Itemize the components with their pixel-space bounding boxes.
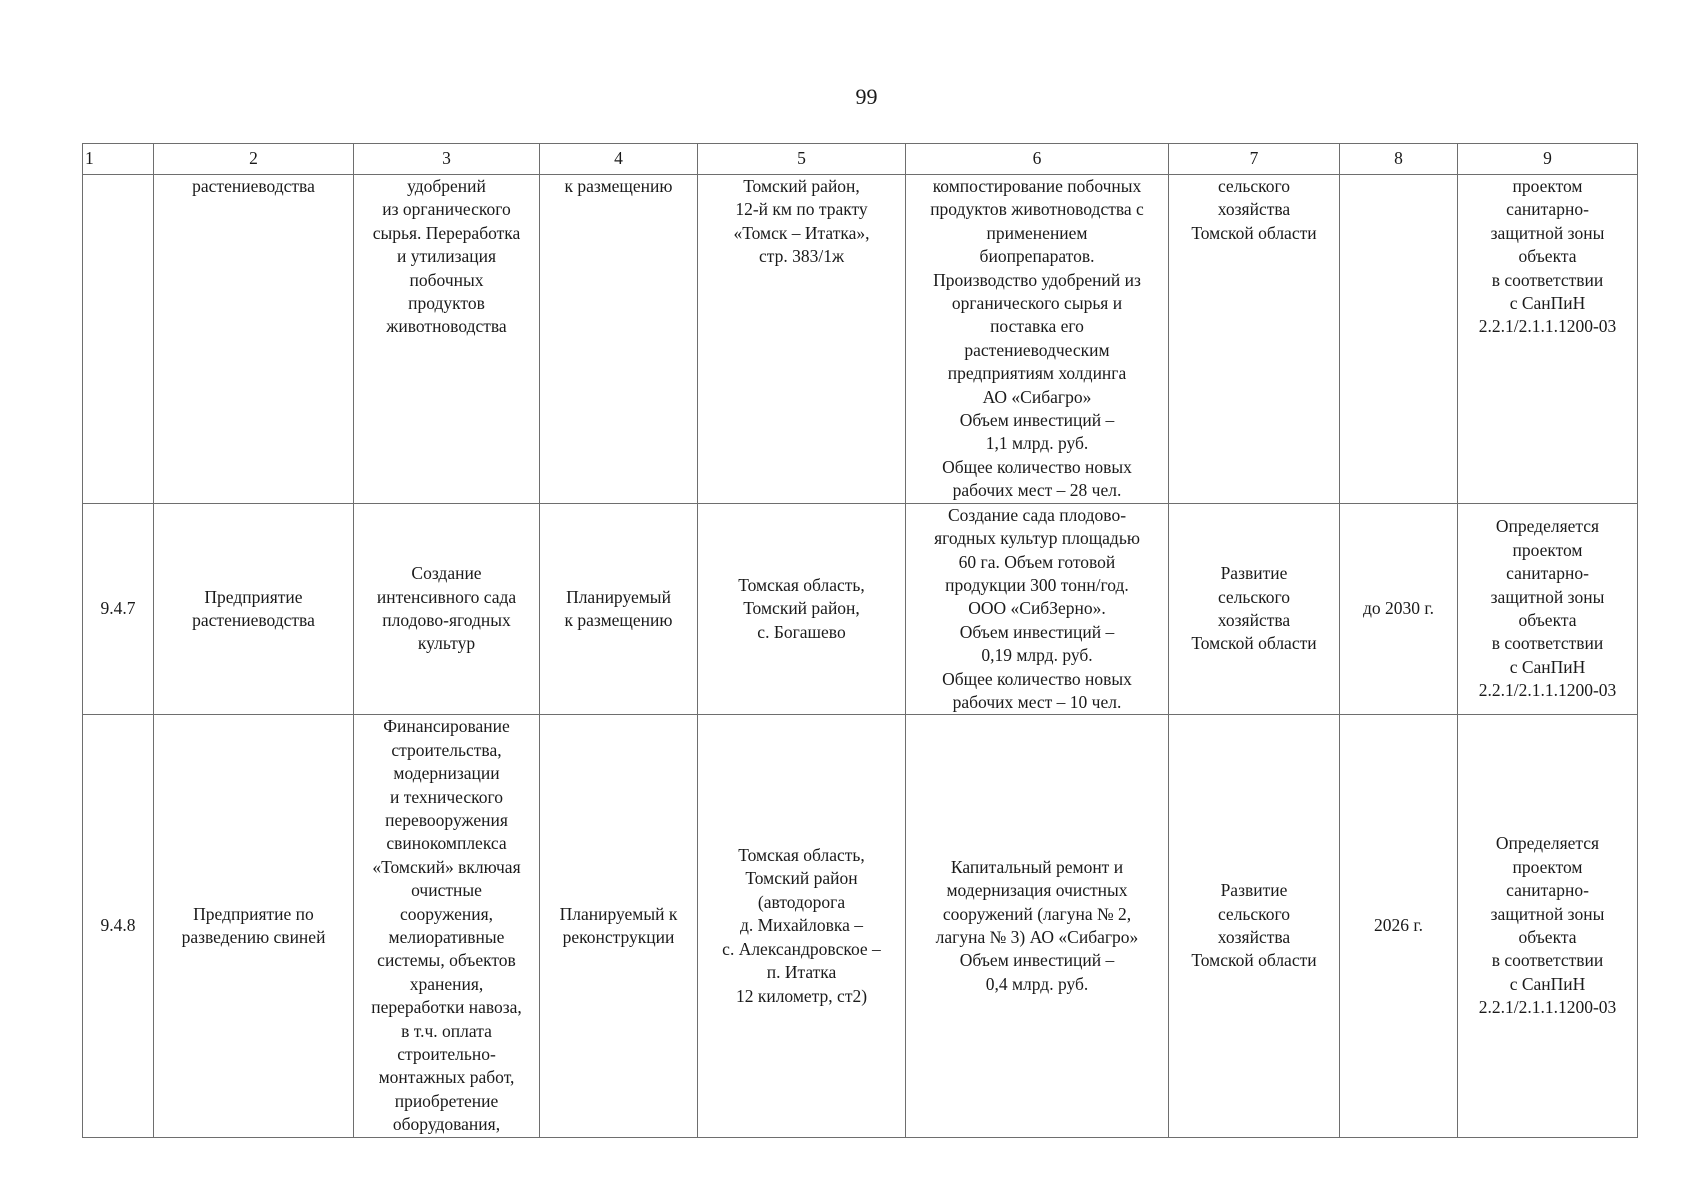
page-number: 99 [855,84,878,109]
characteristics-cell: Создание сада плодово- ягодных культур площадью 60 га. Объем готовой продукции 300 тонн/год. ООО «СибЗерно». Объем инвестиций – 0,19 млрд. руб. Общее количество новых рабочих мест – 10 чел. [906,503,1169,715]
deadline-cell: 2026 г. [1340,715,1458,1137]
column-number: 1 [83,144,154,175]
object-name-cell: удобрений из органического сырья. Переработка и утилизация побочных продуктов животноводства [354,175,540,504]
status-cell: Планируемый к размещению [540,503,698,715]
table-row [83,175,1638,504]
column-number: 4 [540,144,698,175]
column-number: 2 [154,144,354,175]
table-row [83,715,1638,1137]
object-name-cell: Финансирование строительства, модернизации и технического перевооружения свинокомплекса «Томский» включая очистные сооружения, мелиоративные системы, объектов хранения, переработки навоза, в т.ч. оплата строительно- монтажных работ, приобретение оборудования, [354,715,540,1137]
status-cell: Планируемый к реконструкции [540,715,698,1137]
object-type-cell: растениеводства [154,175,354,504]
program-cell: Развитие сельского хозяйства Томской области [1169,715,1340,1137]
row-number-cell: 9.4.7 [83,503,154,715]
object-type-cell: Предприятие растениеводства [154,503,354,715]
zone-cell: Определяется проектом санитарно- защитной зоны объекта в соответствии с СанПиН 2.2.1/2.1.1.1200-03 [1458,503,1638,715]
characteristics-cell: компостирование побочных продуктов животноводства с применением биопрепаратов. Производство удобрений из органического сырья и поставка его растениеводческим предприятиям холдинга АО «Сибагро» Объем инвестиций – 1,1 млрд. руб. Общее количество новых рабочих мест – 28 чел. [906,175,1169,504]
column-number: 7 [1169,144,1340,175]
column-number-row [83,144,1638,175]
column-number: 5 [698,144,906,175]
zone-cell: проектом санитарно- защитной зоны объекта в соответствии с СанПиН 2.2.1/2.1.1.1200-03 [1458,175,1638,504]
status-cell: к размещению [540,175,698,504]
zone-cell: Определяется проектом санитарно- защитной зоны объекта в соответствии с СанПиН 2.2.1/2.1.1.1200-03 [1458,715,1638,1137]
table-row [83,503,1638,715]
characteristics-cell: Капитальный ремонт и модернизация очистных сооружений (лагуна № 2, лагуна № 3) АО «Сибагро» Объем инвестиций – 0,4 млрд. руб. [906,715,1169,1137]
deadline-cell [1340,175,1458,504]
column-number: 3 [354,144,540,175]
location-cell: Томский район, 12-й км по тракту «Томск – Итатка», стр. 383/1ж [698,175,906,504]
program-cell: Развитие сельского хозяйства Томской области [1169,503,1340,715]
deadline-cell: до 2030 г. [1340,503,1458,715]
row-number-cell: 9.4.8 [83,715,154,1137]
object-type-cell: Предприятие по разведению свиней [154,715,354,1137]
location-cell: Томская область, Томский район (автодорога д. Михайловка – с. Александровское – п. Итатка 12 километр, ст2) [698,715,906,1137]
column-number: 8 [1340,144,1458,175]
program-cell: сельского хозяйства Томской области [1169,175,1340,504]
row-number-cell [83,175,154,504]
column-number: 9 [1458,144,1638,175]
column-number: 6 [906,144,1169,175]
object-name-cell: Создание интенсивного сада плодово-ягодных культур [354,503,540,715]
objects-table [82,143,1638,1138]
location-cell: Томская область, Томский район, с. Богашево [698,503,906,715]
